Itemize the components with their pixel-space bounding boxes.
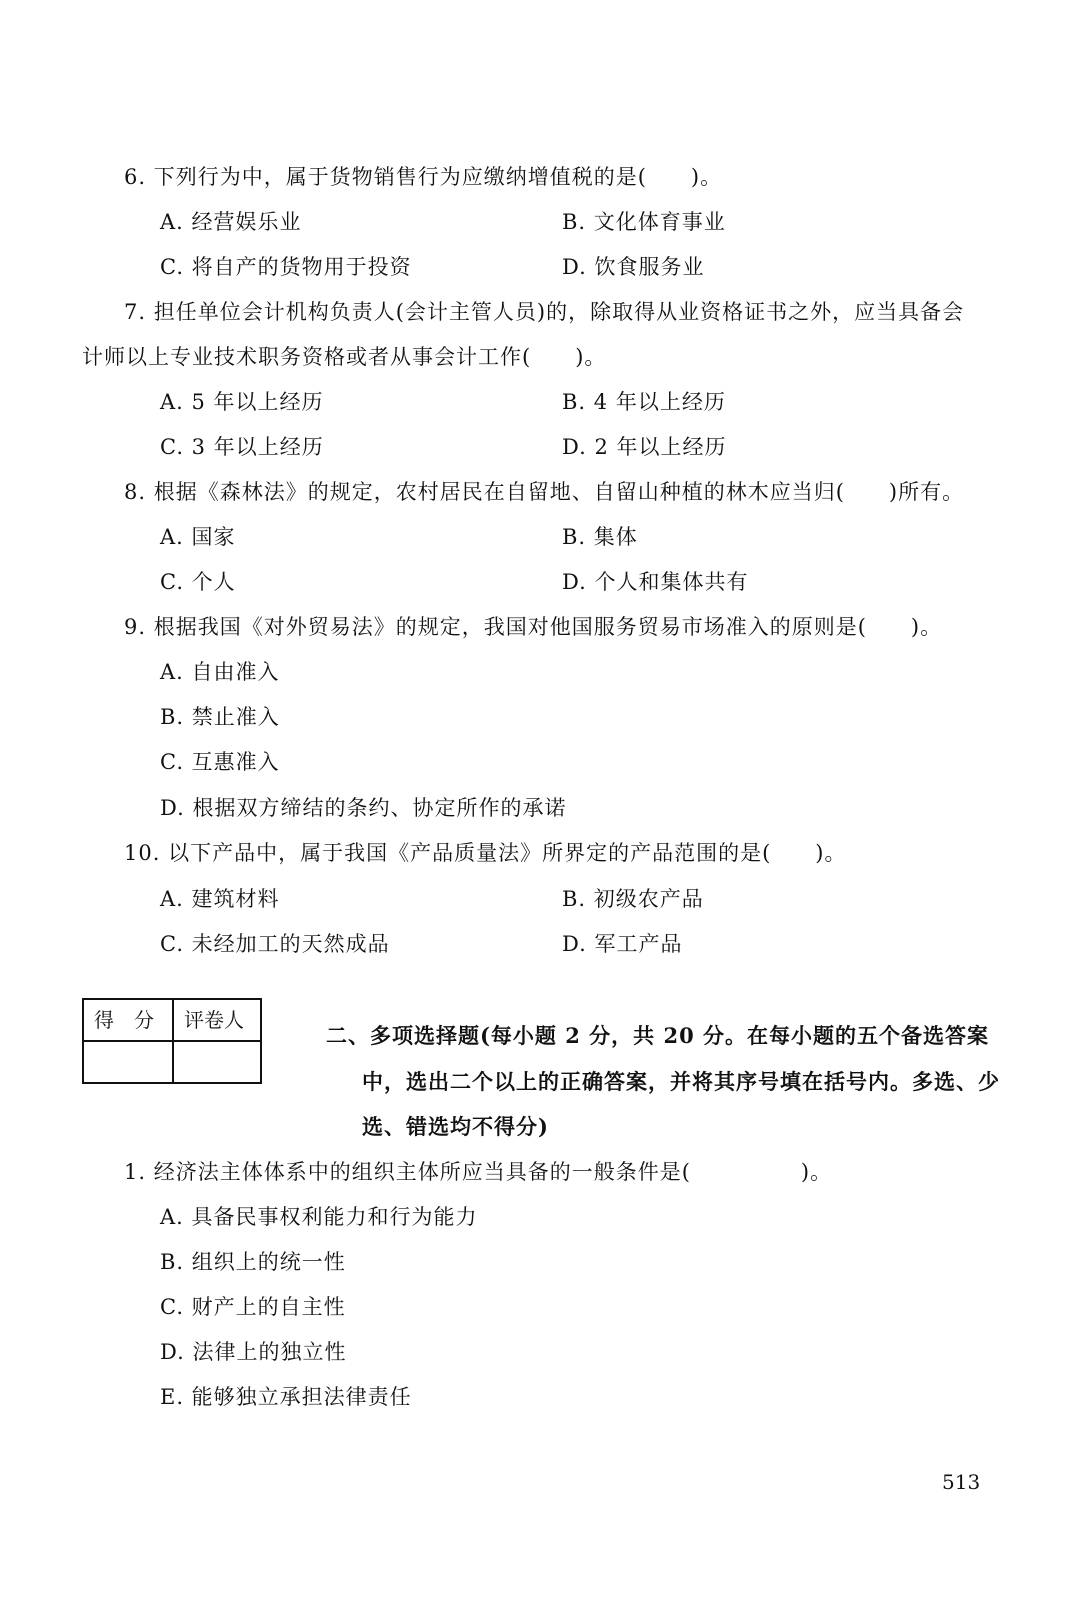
question-7-option-b: B. 4 年以上经历 [562,390,726,414]
question-8-option-b: B. 集体 [562,525,638,549]
question-8-stem: 8. 根据《森林法》的规定，农村居民在自留地、自留山种植的林木应当归( )所有。 [124,480,965,504]
section-two-heading-line2: 中，选出二个以上的正确答案，并将其序号填在括号内。多选、少 [362,1069,1000,1094]
question-9-option-d: D. 根据双方缔结的条约、协定所作的承诺 [160,796,567,820]
section-two-heading-line1: 二、多项选择题(每小题 2 分，共 20 分。在每小题的五个备选答案 [326,1023,990,1048]
score-table-divider-horizontal [84,1040,260,1042]
grader-label: 评卷人 [184,1008,244,1032]
question-6-stem: 6. 下列行为中，属于货物销售行为应缴纳增值税的是( )。 [124,165,723,189]
page-number: 513 [942,1470,981,1494]
question-10-option-c: C. 未经加工的天然成品 [160,932,390,956]
question-7-stem-line1: 7. 担任单位会计机构负责人(会计主管人员)的，除取得从业资格证书之外，应当具备会 [124,300,965,324]
question-10-stem: 10. 以下产品中，属于我国《产品质量法》所界定的产品范围的是( )。 [124,841,847,865]
question-10-option-b: B. 初级农产品 [562,887,704,911]
question-6-option-a: A. 经营娱乐业 [160,210,302,234]
multi-question-1-stem: 1. 经济法主体体系中的组织主体所应当具备的一般条件是( )。 [124,1160,833,1184]
question-9-stem: 9. 根据我国《对外贸易法》的规定，我国对他国服务贸易市场准入的原则是( )。 [124,615,943,639]
question-7-stem-line2: 计师以上专业技术职务资格或者从事会计工作( )。 [82,345,607,369]
score-label: 得 分 [94,1008,154,1032]
question-8-option-a: A. 国家 [160,525,236,549]
question-6-option-d: D. 饮食服务业 [562,255,705,279]
question-10-option-d: D. 军工产品 [562,932,683,956]
multi-question-1-option-d: D. 法律上的独立性 [160,1340,347,1364]
section-two-heading-line3: 选、错选均不得分) [362,1114,549,1139]
multi-question-1-option-a: A. 具备民事权利能力和行为能力 [160,1205,478,1229]
question-8-option-c: C. 个人 [160,570,236,594]
question-9-option-a: A. 自由准入 [160,660,280,684]
question-6-option-c: C. 将自产的货物用于投资 [160,255,412,279]
question-9-option-c: C. 互惠准入 [160,750,280,774]
question-7-option-a: A. 5 年以上经历 [160,390,324,414]
score-table [82,998,262,1084]
question-7-option-c: C. 3 年以上经历 [160,435,324,459]
question-8-option-d: D. 个人和集体共有 [562,570,749,594]
multi-question-1-option-b: B. 组织上的统一性 [160,1250,346,1274]
question-7-option-d: D. 2 年以上经历 [562,435,727,459]
question-6-option-b: B. 文化体育事业 [562,210,726,234]
multi-question-1-option-e: E. 能够独立承担法律责任 [160,1385,412,1409]
question-10-option-a: A. 建筑材料 [160,887,280,911]
multi-question-1-option-c: C. 财产上的自主性 [160,1295,346,1319]
question-9-option-b: B. 禁止准入 [160,705,280,729]
